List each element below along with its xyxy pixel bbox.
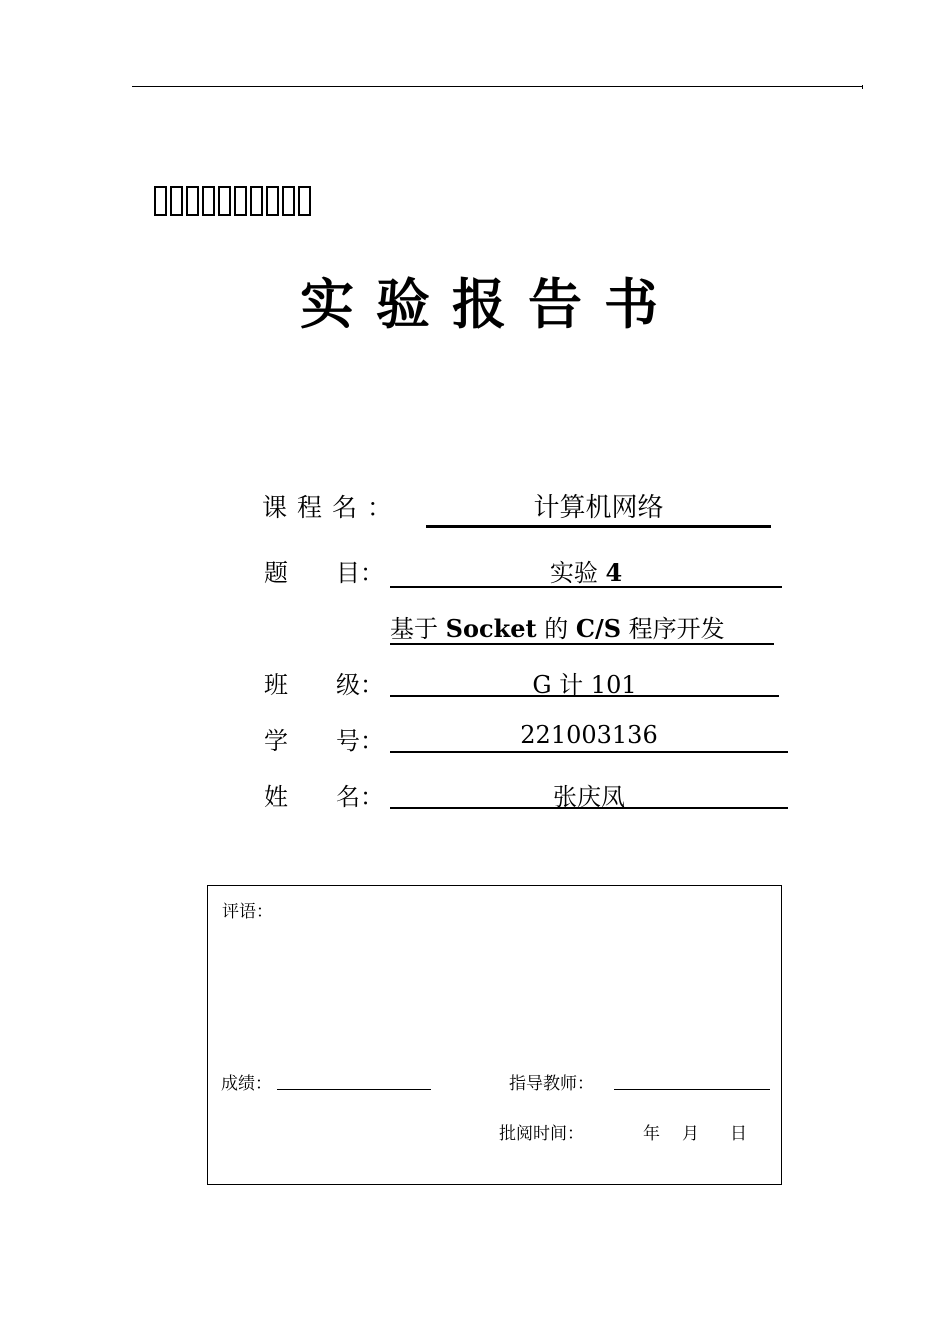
topic-line-2-text-c: 的 [536,615,576,643]
topic-underline-1 [390,586,782,588]
instructor-blank [614,1089,770,1090]
month-label: 月 [682,1124,699,1144]
name-underline [390,807,788,809]
report-title: 实验报告书 [300,272,680,336]
missing-glyph-box [218,186,231,216]
grade-label: 成绩： [221,1074,272,1094]
student-id-underline [390,751,788,753]
header-rule-tick [862,85,863,89]
missing-glyph-box [186,186,199,216]
missing-glyph-box [250,186,263,216]
topic-line-1-number: 4 [605,558,623,587]
topic-line-2-text-a: 基于 [390,615,446,643]
missing-glyph-box [298,186,311,216]
instructor-label: 指导教师： [509,1074,594,1094]
topic-line-1 [390,553,782,588]
topic-line-2-text-e: 程序开发 [621,615,725,643]
class-label: 班 级： [264,671,384,699]
missing-glyph-box [266,186,279,216]
student-id-label: 学 号： [264,727,384,755]
course-underline [426,525,771,528]
topic-label: 题 目： [264,559,384,587]
class-value: G 计 101 [532,671,637,699]
missing-glyph-box [202,186,215,216]
review-time-label: 批阅时间： [499,1124,584,1144]
student-id-value: 221003136 [520,721,658,749]
header-rule [132,86,863,87]
name-value: 张庆凤 [553,783,625,811]
comment-label: 评语： [222,902,273,922]
topic-line-2-socket: Socket [445,614,537,643]
missing-glyph-box [234,186,247,216]
year-label: 年 [643,1124,660,1144]
course-value: 计算机网络 [533,493,664,523]
topic-underline-2 [390,643,774,645]
class-underline [390,695,779,697]
topic-line-2 [390,609,725,644]
grade-blank [277,1089,431,1090]
missing-glyph-box [170,186,183,216]
missing-glyph-box [282,186,295,216]
course-label: 课程名： [262,493,403,522]
school-name-placeholder [154,186,314,216]
day-label: 日 [730,1124,747,1144]
topic-line-1-text: 实验 [549,559,606,587]
missing-glyph-box [154,186,167,216]
name-label: 姓 名： [264,783,384,811]
topic-line-2-cs: C/S [575,614,622,643]
